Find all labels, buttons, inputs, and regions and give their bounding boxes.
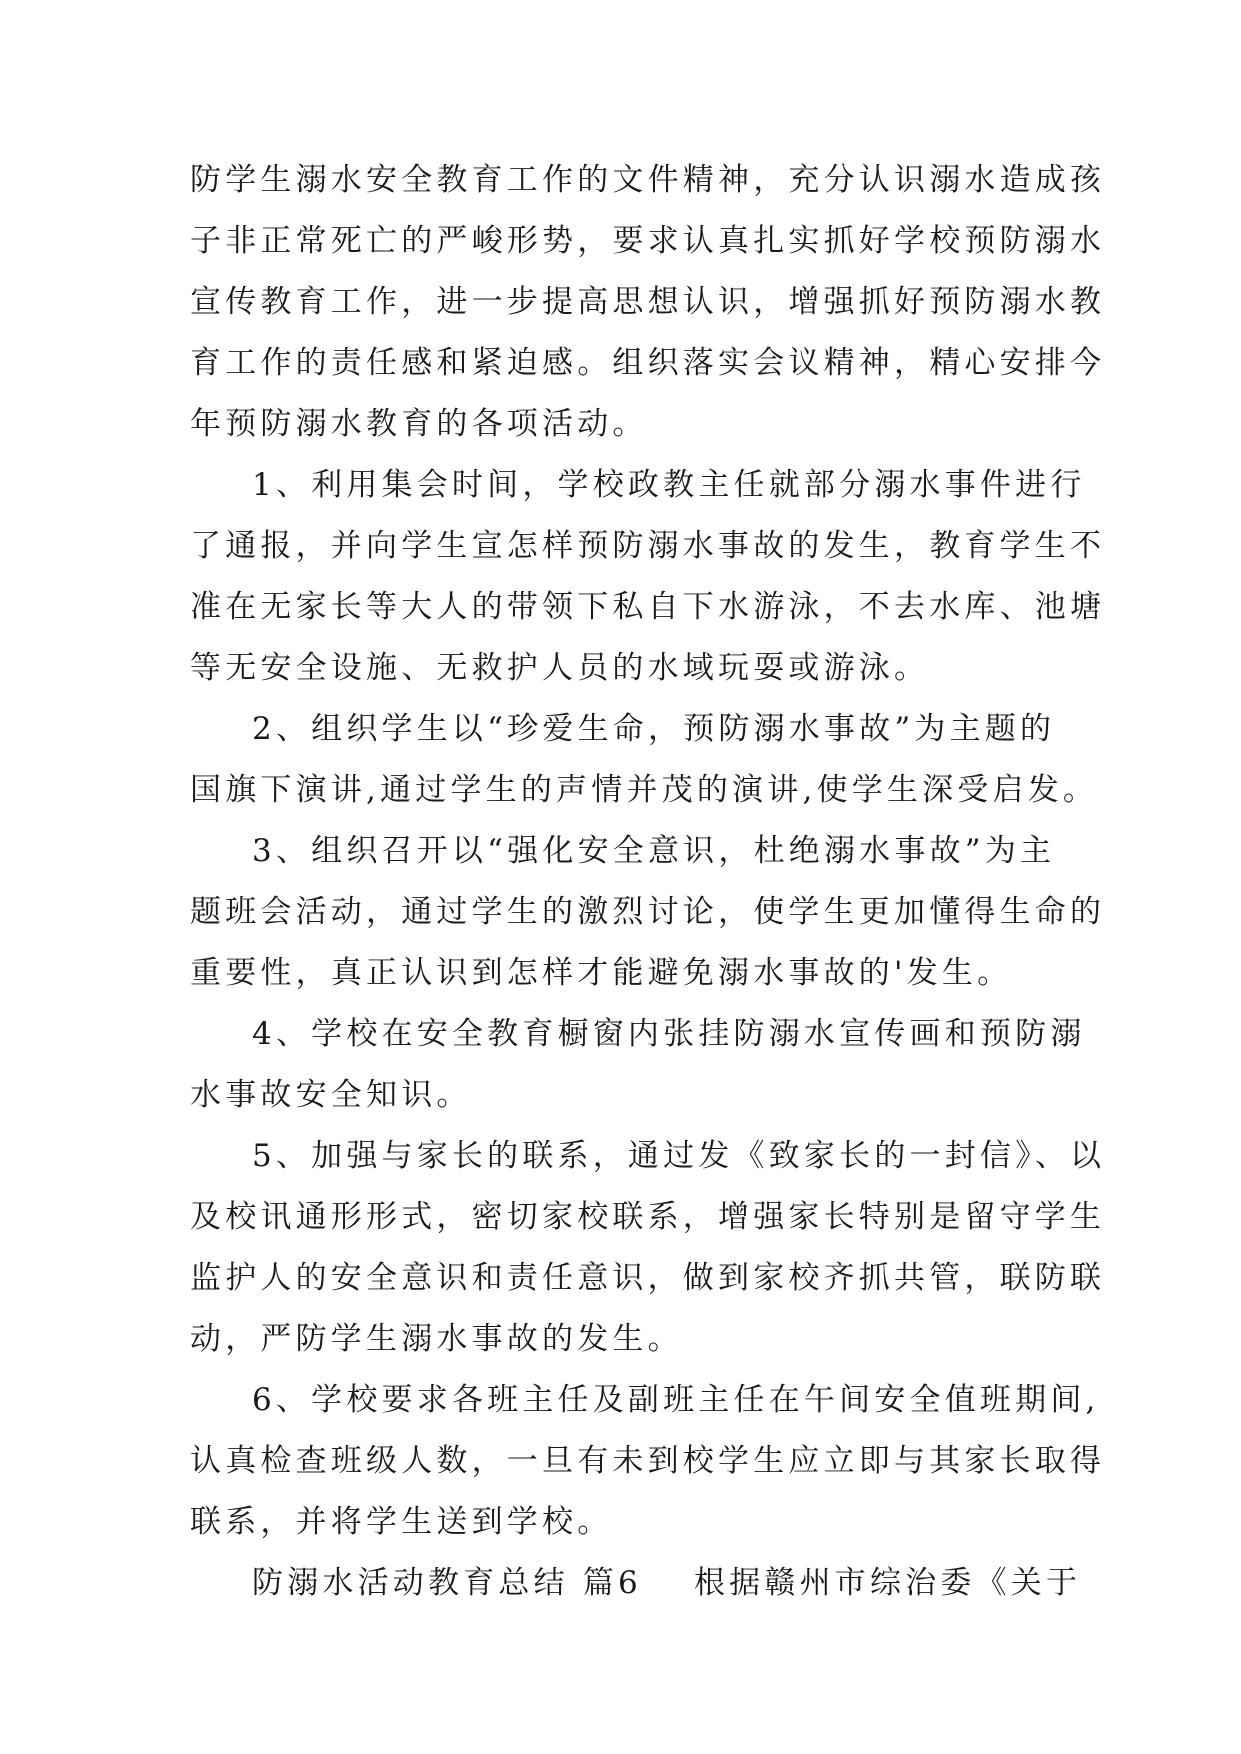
text-line: 联系，并将学生送到学校。 [190, 1504, 613, 1540]
text-line: 了通报，并向学生宣怎样预防溺水事故的发生，教育学生不 [190, 528, 1106, 564]
paragraph [190, 1370, 1106, 1553]
text-line: 子非正常死亡的严峻形势，要求认真扎实抓好学校预防溺水 [190, 223, 1106, 259]
section-heading [190, 1553, 1082, 1614]
text-line: 认真检查班级人数，一旦有未到校学生应立即与其家长取得 [190, 1443, 1106, 1479]
text-line: 1、利用集会时间，学校政教主任就部分溺水事件进行 [252, 467, 1086, 503]
paragraph [190, 150, 1106, 455]
document-body [190, 150, 1106, 1614]
text-line: 年预防溺水教育的各项活动。 [190, 406, 648, 442]
text-line: 4、学校在安全教育橱窗内张挂防溺水宣传画和预防溺 [252, 1016, 1086, 1052]
section-title: 防溺水活动教育总结 篇6 [252, 1565, 642, 1601]
text-line: 题班会活动，通过学生的激烈讨论，使学生更加懂得生命的 [190, 894, 1106, 930]
paragraph [190, 1004, 1086, 1126]
text-line: 及校讯通形形式，密切家校联系，增强家长特别是留守学生 [190, 1199, 1106, 1235]
text-line: 3、组织召开以“强化安全意识，杜绝溺水事故”为主 [252, 833, 1056, 869]
paragraph [190, 821, 1106, 1004]
text-line: 国旗下演讲,通过学生的声情并茂的演讲,使学生深受启发。 [190, 772, 1099, 808]
text-line: 重要性，真正认识到怎样才能避免溺水事故的'发生。 [190, 955, 1013, 991]
paragraph [190, 699, 1099, 821]
text-line: 监护人的安全意识和责任意识，做到家校齐抓共管，联防联 [190, 1260, 1106, 1296]
text-line: 等无安全设施、无救护人员的水域玩耍或游泳。 [190, 650, 930, 686]
paragraph [190, 1126, 1106, 1370]
text-line: 动，严防学生溺水事故的发生。 [190, 1321, 683, 1357]
paragraph [190, 455, 1106, 699]
text-line: 宣传教育工作，进一步提高思想认识，增强抓好预防溺水教 [190, 284, 1106, 320]
text-line: 2、组织学生以“珍爱生命，预防溺水事故”为主题的 [252, 711, 1056, 747]
text-line: 育工作的责任感和紧迫感。组织落实会议精神，精心安排今 [190, 345, 1106, 381]
text-line: 水事故安全知识。 [190, 1077, 472, 1113]
text-line: 6、学校要求各班主任及副班主任在午间安全值班期间, [252, 1382, 1100, 1418]
text-line: 准在无家长等大人的带领下私自下水游泳，不去水库、池塘 [190, 589, 1106, 625]
text-line: 防学生溺水安全教育工作的文件精神，充分认识溺水造成孩 [190, 162, 1106, 198]
section-continuation: 根据赣州市综治委《关于 [693, 1565, 1082, 1601]
text-line: 5、加强与家长的联系，通过发《致家长的一封信》、以 [252, 1138, 1106, 1174]
